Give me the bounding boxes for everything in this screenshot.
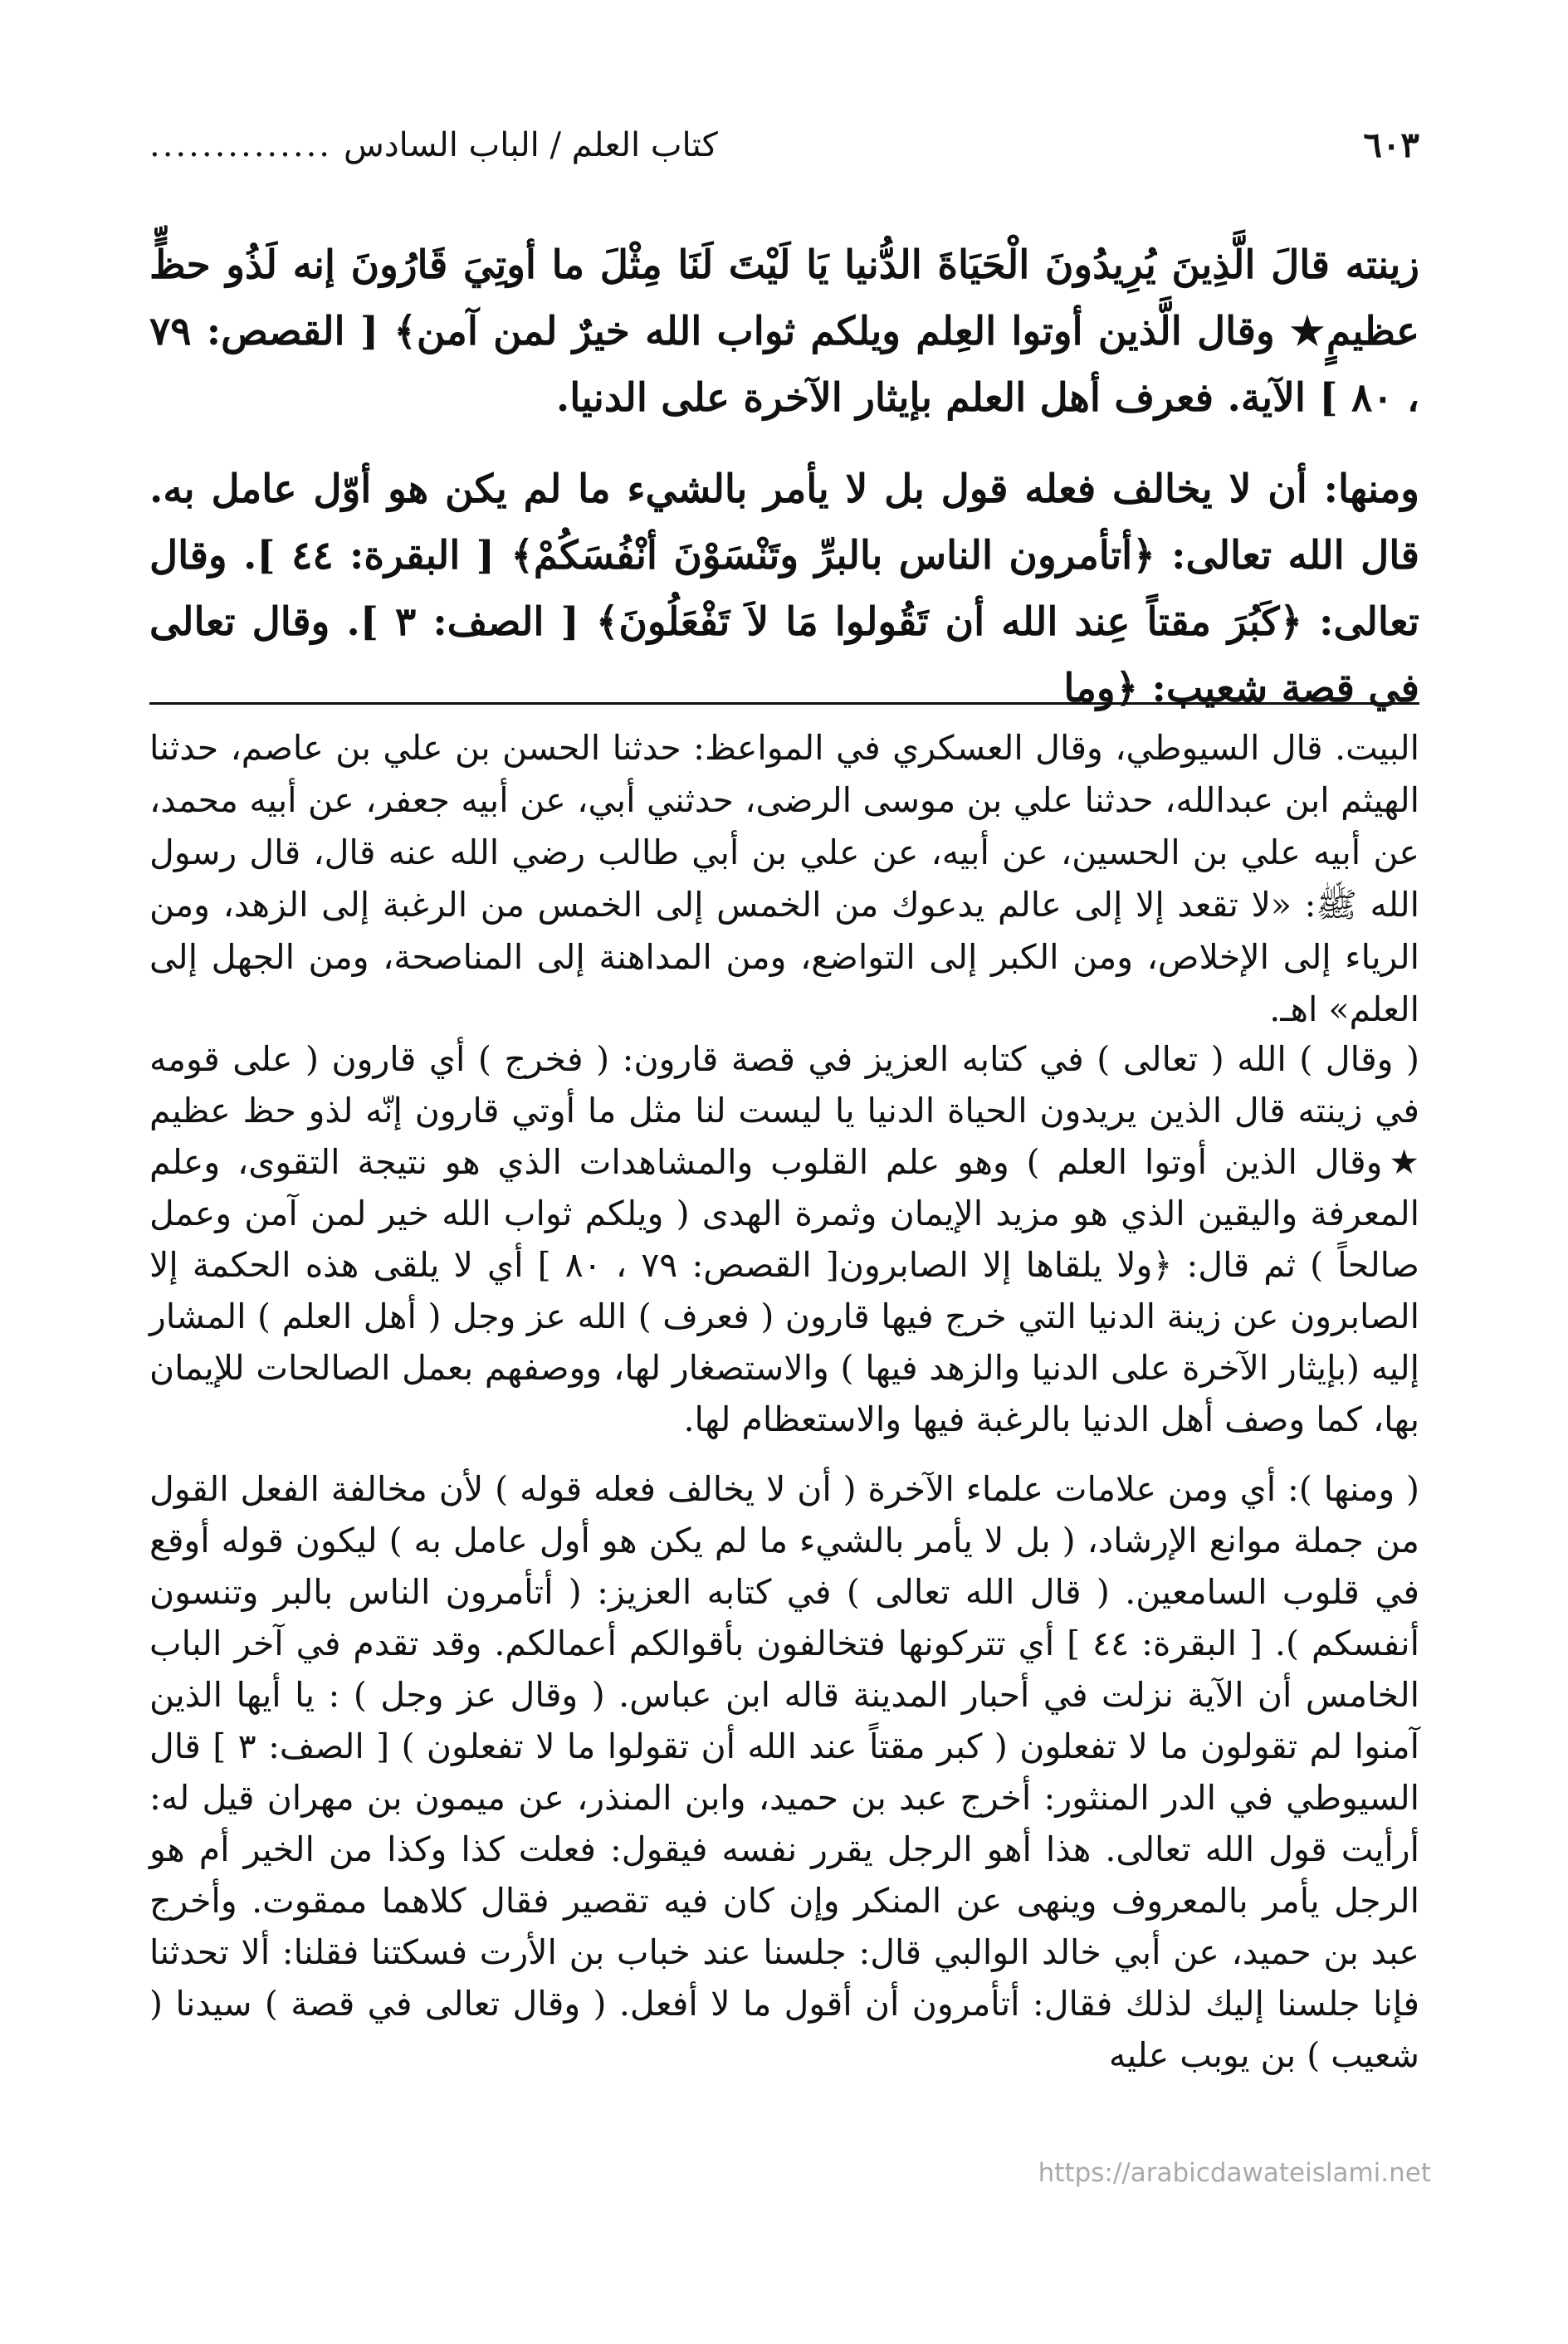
main-text	[149, 232, 1419, 747]
running-title-group	[149, 126, 718, 164]
main-paragraph: ومنها: أن لا يخالف فعله قول بل لا يأمر بالشيء ما لم يكن هو أوّل عامل به. قال الله تعالى: ﴿أتأمرون الناس بالبرِّ وتَنْسَوْنَ أنْفُسَكُمْ﴾ [ البقرة: ٤٤ ]. وقال تعالى: ﴿كَبُرَ مقتاً عِند الله أن تَقُولوا مَا لاَ تَفْعَلُونَ﴾ [ الصف: ٣ ]. وقال تعالى في قصة شعيب: ﴿وما	[149, 466, 1420, 711]
commentary-paragraph: ( وقال ) الله ( تعالى ) في كتابه العزيز في قصة قارون: ( فخرج ) أي قارون ( على قومه في زينته قال الذين يريدون الحياة الدنيا يا ليست لنا مثل ما أوتي قارون إنّه لذو حظ عظيم ★وقال الذين أوتوا العلم ) وهو علم القلوب والمشاهدات الذي هو نتيجة التقوى، وعلم المعرفة واليقين الذي هو مزيد الإيمان وثمرة الهدى ( ويلكم ثواب الله خير لمن آمن وعمل صالحاً ) ثم قال: ﴿ولا يلقاها إلا الصابرون[ القصص: ٧٩ ، ٨٠ ] أي لا يلقى هذه الحكمة إلا الصابرون عن زينة الدنيا التي خرج فيها قارون ( فعرف ) الله عز وجل ( أهل العلم ) المشار إليه (بإيثار الآخرة على الدنيا والزهد فيها ) والاستصغار لها، ووصفهم بعمل الصالحات للإيمان بها، كما وصف أهل الدنيا بالرغبة فيها والاستعظام لها.	[149, 1039, 1419, 1439]
commentary-paragraph: ( ومنها ): أي ومن علامات علماء الآخرة ( أن لا يخالف فعله قوله ) لأن مخالفة الفعل القول من جملة موانع الإرشاد، ( بل لا يأمر بالشيء ما لم يكن هو أول عامل به ) ليكون قوله أوقع في قلوب السامعين. ( قال الله تعالى ) في كتابه العزيز: ( أتأمرون الناس بالبر وتنسون أنفسكم ). [ البقرة: ٤٤ ] أي تتركونها فتخالفون بأقوالكم أعمالكم. وقد تقدم في آخر الباب الخامس أن الآية نزلت في أحبار المدينة قاله ابن عباس. ( وقال عز وجل ) : يا أيها الذين آمنوا لم تقولون ما لا تفعلون ( كبر مقتاً عند الله أن تقولوا ما لا تفعلون ) [ الصف: ٣ ] قال السيوطي في الدر المنثور: أخرج عبد بن حميد، وابن المنذر، عن ميمون بن مهران قيل له: أرأيت قول الله تعالى. هذا أهو الرجل يقرر نفسه فيقول: فعلت كذا وكذا من الخير أم هو الرجل يأمر بالمعروف وينهى عن المنكر وإن كان فيه تقصير فقال كلاهما ممقوت. وأخرج عبد بن حميد، عن أبي خالد الوالبي قال: جلسنا عند خباب بن الأرت فسكتنا فقلنا: ألا تحدثنا فإنا جلسنا إليك لذلك فقال: أتأمرون أن أقول ما لا أفعل. ( وقال تعالى في قصة ) سيدنا ( شعيب ) بن يوبب عليه	[149, 1469, 1419, 2075]
page-number: ٦٠٣	[1363, 125, 1419, 165]
leader-dots: ..............	[149, 125, 333, 164]
footnote-divider	[149, 702, 1419, 705]
running-title: كتاب العلم / الباب السادس	[344, 125, 718, 164]
watermark-url: https://arabicdawateislami.net	[1038, 2158, 1431, 2188]
commentary-text	[149, 1033, 1419, 2099]
footnote-paragraph: البيت. قال السيوطي، وقال العسكري في المواعظ: حدثنا الحسن بن علي بن عاصم، حدثنا الهيثم ابن عبدالله، حدثنا علي بن موسى الرضى، حدثني أبي، عن أبيه جعفر، عن أبيه محمد، عن أبيه علي بن الحسين، عن أبيه، عن علي بن أبي طالب رضي الله عنه قال، قال رسول الله ﷺ: «لا تقعد إلا إلى عالم يدعوك من الخمس إلى الخمس من الرغبة إلى الزهد، ومن الرياء إلى الإخلاص، ومن الكبر إلى التواضع، ومن المداهنة إلى المناصحة، ومن الجهل إلى العلم» اهـ.	[149, 728, 1419, 1029]
main-paragraph: زينته قالَ الَّذِينَ يُرِيدُونَ الْحَيَاةَ الدُّنيا يَا لَيْتَ لَنَا مِثْلَ ما أوتِيَ قَارُونَ إنه لَذُو حظٍّ عظيمٍ★ وقال الَّذين أوتوا العِلم ويلكم ثواب الله خيرٌ لمن آمن﴾ [ القصص: ٧٩ ، ٨٠ ] الآية. فعرف أهل العلم بإيثار الآخرة على الدنيا.	[149, 242, 1419, 421]
footnote	[149, 722, 1419, 1036]
running-header	[149, 125, 1419, 165]
